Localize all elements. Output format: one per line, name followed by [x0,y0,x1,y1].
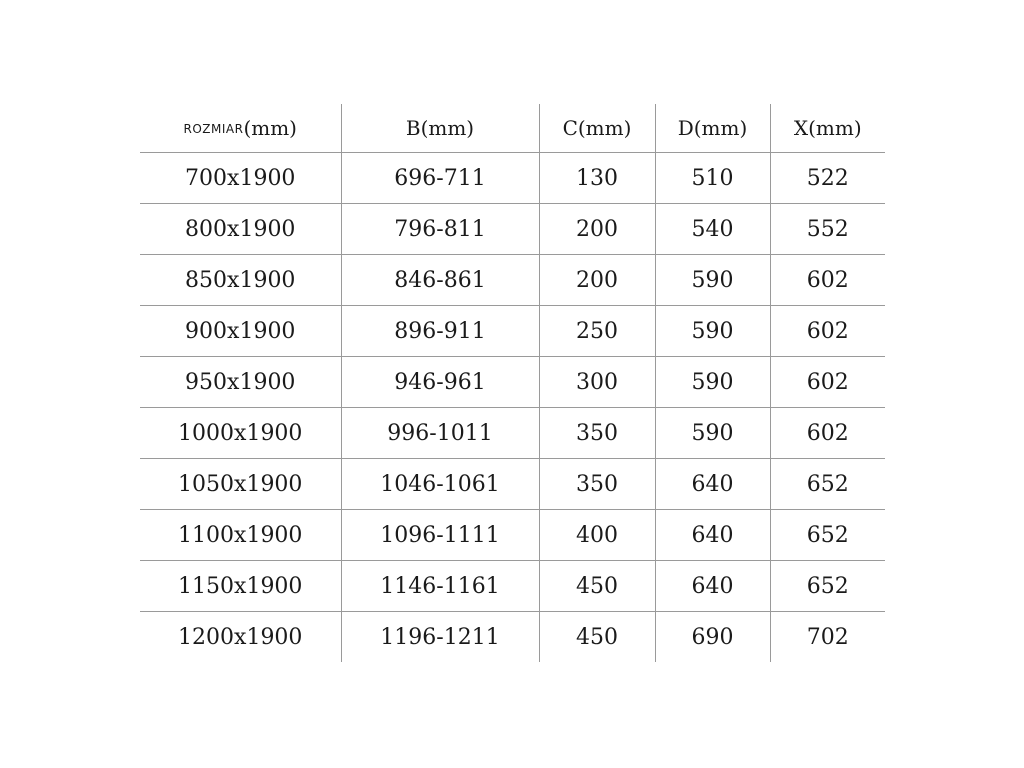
cell-b: 1146-1161 [341,561,539,612]
cell-x: 652 [770,510,885,561]
cell-d: 590 [655,408,770,459]
table-row [140,255,885,306]
cell-x: 602 [770,255,885,306]
cell-c: 300 [539,357,655,408]
cell-x: 602 [770,306,885,357]
cell-rozmiar: 1150x1900 [140,561,341,612]
cell-b: 1096-1111 [341,510,539,561]
cell-rozmiar: 1200x1900 [178,624,303,650]
header-d: D(mm) [655,104,770,153]
cell-b: 846-861 [341,255,539,306]
header-rozmiar [140,104,341,153]
cell-c: 450 [539,612,655,663]
header-rozmiar-unit: (mm) [243,116,297,140]
table-row [140,357,885,408]
cell-x: 602 [770,357,885,408]
table-row [140,204,885,255]
cell-rozmiar: 1100x1900 [140,510,341,561]
cell-b: 896-911 [341,306,539,357]
table-row [140,153,885,204]
table-row [140,561,885,612]
cell-x: 652 [770,561,885,612]
table-row [140,510,885,561]
cell-rozmiar: 1000x1900 [140,408,341,459]
cell-x: 702 [770,612,885,663]
cell-rozmiar: 950x1900 [140,357,341,408]
cell-d: 540 [655,204,770,255]
cell-x: 652 [770,459,885,510]
cell-c: 350 [539,459,655,510]
cell-d: 590 [655,357,770,408]
cell-rozmiar: 900x1900 [140,306,341,357]
header-x: X(mm) [770,104,885,153]
table-row [140,459,885,510]
cell-c: 200 [539,255,655,306]
cell-b: 946-961 [341,357,539,408]
cell-d: 640 [655,561,770,612]
cell-d: 510 [655,153,770,204]
table-row [140,408,885,459]
cell-c: 250 [539,306,655,357]
cell-c: 200 [539,204,655,255]
header-row [140,104,885,153]
size-table [140,104,885,662]
size-table-container [140,104,885,662]
table-row [140,306,885,357]
header-b: B(mm) [341,104,539,153]
table-body [140,153,885,663]
cell-d: 690 [655,612,770,663]
cell-d: 640 [655,510,770,561]
cell-c: 450 [539,561,655,612]
cell-x: 552 [770,204,885,255]
header-rozmiar-label: ROZMIAR [183,122,244,136]
table-row [140,612,885,663]
cell-x: 522 [770,153,885,204]
cell-d: 590 [655,306,770,357]
cell-b: 1196-1211 [341,612,539,663]
cell-c: 400 [539,510,655,561]
cell-d: 640 [655,459,770,510]
cell-x: 602 [770,408,885,459]
cell-b: 796-811 [341,204,539,255]
cell-c: 350 [539,408,655,459]
header-c: C(mm) [539,104,655,153]
cell-b: 696-711 [341,153,539,204]
cell-b: 1046-1061 [341,459,539,510]
cell-rozmiar: 1050x1900 [140,459,341,510]
table-header [140,104,885,153]
cell-rozmiar: 850x1900 [140,255,341,306]
cell-b: 996-1011 [341,408,539,459]
cell-d: 590 [655,255,770,306]
cell-rozmiar: 800x1900 [140,204,341,255]
cell-c: 130 [539,153,655,204]
cell-rozmiar: 700x1900 [140,153,341,204]
